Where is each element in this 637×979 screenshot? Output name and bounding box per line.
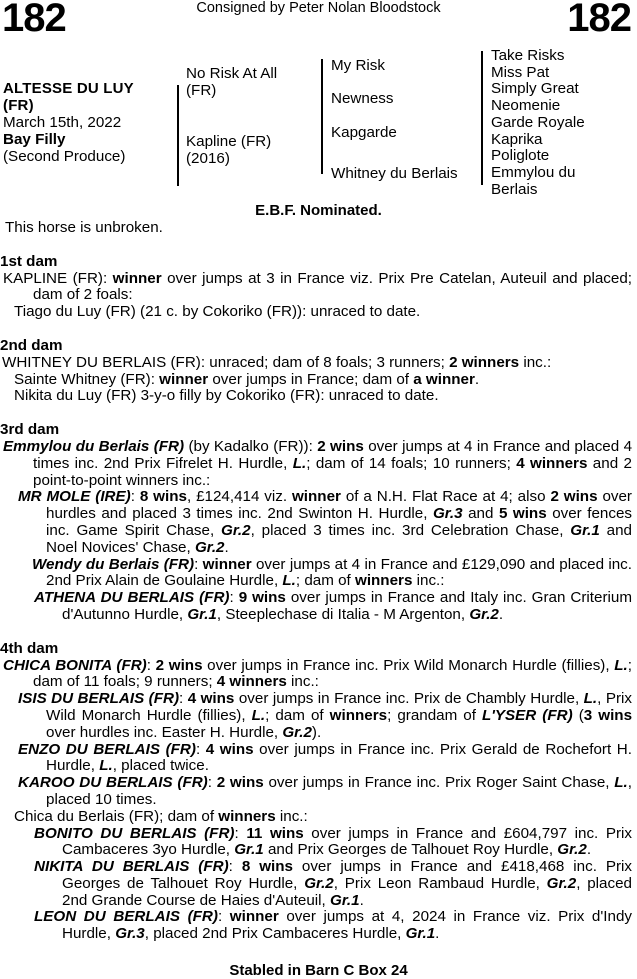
pedigree-table [0, 48, 637, 200]
horse-name-highlight: Gr.1 [570, 521, 600, 539]
text-run: Chica du Berlais (FR); dam of [14, 807, 219, 825]
ebf-nominated: E.B.F. Nominated. [255, 202, 382, 219]
text-run: over jumps at 4 in France and placed 4 times inc. 2nd Prix Fifrelet H. Hurdle, [33, 437, 633, 472]
bold-text: winner [159, 370, 209, 388]
pedigree-entry [0, 775, 632, 809]
text-run: inc.: [286, 673, 319, 691]
bold-text: 4 winners [216, 673, 287, 691]
bold-text: 8 wins [139, 488, 187, 506]
pedigree-entry [0, 826, 632, 860]
bold-text: winners [355, 572, 413, 590]
pedigree-entry [0, 271, 632, 305]
horse-name-highlight: ATHENA DU BERLAIS (FR) [34, 589, 230, 607]
text-run: Sainte Whitney (FR): [14, 370, 160, 388]
horse-name-highlight: Gr.2 [221, 521, 251, 539]
text-run: and Noel Novices' Chase, [46, 521, 633, 556]
horse-name-highlight: L. [614, 774, 628, 792]
horse-name-highlight: MR MOLE (IRE) [18, 488, 131, 506]
horse-info [3, 80, 178, 165]
text-run: , placed 3 times inc. 3rd Celebration Chase, [250, 521, 571, 539]
horse-name-highlight: CHICA BONITA (FR) [3, 656, 147, 674]
stabling-info: Stabled in Barn C Box 24 [229, 962, 408, 979]
foaling-date: March 15th, 2022 [3, 114, 122, 131]
horse-name-highlight: Gr.2 [282, 723, 312, 741]
horse-name-highlight: Gr.3 [115, 925, 145, 943]
bold-text: winner [202, 555, 252, 573]
pedigree-entry [0, 658, 632, 692]
great-grandparent: Berlais [491, 180, 538, 198]
text-run: over jumps at 4, 2024 in France viz. Prix d'Indy Hurdle, [62, 908, 632, 943]
dam-sections [0, 254, 632, 943]
text-run: : [207, 774, 217, 792]
horse-name-highlight: L. [614, 656, 628, 674]
text-run: : [194, 555, 203, 573]
text-run: (by Kadalko (FR)): [184, 437, 318, 455]
text-run: ; dam of [295, 572, 355, 590]
great-grandparent: Poliglote [491, 147, 550, 165]
horse-name-highlight: L. [99, 757, 113, 775]
pedigree-entry [0, 809, 632, 826]
pedigree-divider [177, 85, 179, 186]
text-run: ; dam of 11 foals; 9 runners; [33, 656, 632, 691]
text-run: , Prix Wild Monarch Hurdle (fillies), [46, 690, 632, 724]
great-grandparent: Emmylou du [491, 163, 576, 181]
bold-text: winners [218, 807, 276, 825]
sire [186, 65, 277, 99]
section-heading: 4th dam [0, 639, 59, 657]
bold-text: a winner [413, 370, 475, 388]
text-run: inc.: [275, 807, 308, 825]
horse-name-highlight: Gr.1 [330, 891, 360, 909]
text-run: : [217, 908, 230, 926]
text-run: over hurdles and placed 3 times inc. 2nd Swinton H. Hurdle, [46, 488, 632, 523]
text-run: over jumps in France and £604,797 inc. Prix Cambaceres 3yo Hurdle, [62, 824, 632, 859]
pedigree-entry [0, 372, 632, 389]
text-run: over jumps in France and £418,468 inc. Prix Georges de Talhouet Roy Hurdle, [62, 858, 632, 892]
text-run: . [586, 841, 592, 859]
text-run: ; dam of 14 foals; 10 runners; [306, 454, 517, 472]
text-run: over jumps in France inc. Prix Gerald de Rochefort H. Hurdle, [46, 740, 632, 775]
bold-text: 8 wins [241, 858, 293, 876]
sex-colour: Bay Filly [3, 131, 66, 148]
great-grandparent: Neomenie [491, 97, 561, 115]
bold-text: winner [229, 908, 279, 926]
bold-text: 11 wins [246, 824, 304, 842]
bold-text: 2 wins [550, 488, 598, 506]
section-heading: 2nd dam [0, 336, 63, 354]
text-run: over jumps at 4 in France and £129,090 and placed inc. 2nd Prix Alain de Goulaine Hurdle, [46, 555, 632, 590]
horse-name-highlight: ENZO DU BERLAIS (FR) [18, 740, 196, 758]
horse-name-highlight: Gr.1 [187, 605, 217, 623]
text-run: over jumps in France inc. Prix Roger Saint Chase, [263, 774, 615, 792]
horse-name-highlight: Gr.3 [432, 505, 463, 523]
text-run: , £124,414 viz. [186, 488, 292, 506]
text-run: : [179, 690, 188, 708]
great-grandparent: Miss Pat [491, 63, 550, 81]
text-run: and 2 point-to-point winners inc.: [33, 454, 632, 489]
horse-name: ALTESSE DU LUY [3, 80, 134, 97]
horse-name-highlight: Gr.2 [194, 538, 225, 556]
pedigree-entry [0, 439, 632, 489]
pedigree-entry [0, 304, 632, 321]
pedigree-entry [0, 388, 632, 405]
pedigree-divider [481, 51, 483, 185]
pedigree-entry [0, 859, 632, 909]
text-run: over jumps at 3 in France viz. Prix Pre Catelan, Auteuil and placed; dam of 2 foals: [33, 269, 632, 304]
text-run: , placed 10 times. [46, 774, 632, 808]
bold-text: winners [329, 706, 388, 724]
bold-text: 5 wins [498, 505, 547, 523]
dam [186, 133, 271, 167]
lot-number-right: 182 [567, 0, 631, 40]
bold-text: 2 wins [216, 774, 264, 792]
grandparent: Kapgarde [331, 124, 397, 141]
bold-text: 4 wins [205, 740, 254, 758]
great-grandparent: Take Risks [491, 47, 565, 64]
great-grandparents [491, 48, 585, 198]
bold-text: 9 wins [238, 589, 286, 607]
horse-name-highlight: L. [282, 572, 296, 590]
pedigree-divider [321, 59, 323, 174]
horse-name-highlight: L. [583, 690, 598, 708]
text-run: inc.: [519, 353, 552, 371]
dam-year: (2016) [186, 150, 230, 167]
grandparent: Whitney du Berlais [331, 165, 458, 182]
bold-text: 2 wins [317, 437, 364, 455]
lot-number-left: 182 [2, 0, 66, 40]
horse-name-suffix: (FR) [3, 97, 34, 114]
horse-name-highlight: L. [251, 706, 266, 724]
section-heading: 1st dam [0, 252, 58, 270]
text-run: ( [572, 706, 584, 724]
bold-text: winner [291, 488, 341, 506]
horse-name-highlight: Gr.2 [304, 874, 334, 892]
bold-text: 2 winners [449, 353, 520, 371]
horse-name-highlight: Gr.2 [469, 605, 499, 623]
text-run: Tiago du Luy (FR) (21 c. by Cokoriko (FR)): unraced to date. [14, 303, 421, 321]
section-heading: 3rd dam [0, 421, 60, 439]
horse-name-highlight: L'YSER (FR) [482, 706, 573, 724]
horse-name-highlight: BONITO DU BERLAIS (FR) [34, 824, 235, 842]
text-run: ; grandam of [387, 706, 483, 724]
text-run: ). [311, 723, 322, 741]
text-run: , placed 2nd Prix Cambaceres Hurdle, [144, 925, 406, 943]
horse-name-highlight: LEON DU BERLAIS (FR) [34, 908, 218, 926]
bold-text: 2 wins [155, 656, 203, 674]
text-run: and Prix Georges de Talhouet Roy Hurdle, [263, 841, 558, 859]
text-run: , Steeplechase di Italia - M Argenton, [216, 605, 470, 623]
pedigree-entry [0, 489, 632, 556]
catalogue-body [0, 220, 632, 943]
text-run: : [146, 656, 156, 674]
grandparent: My Risk [331, 57, 385, 74]
horse-name-highlight: L. [292, 454, 307, 472]
pedigree-entry [0, 909, 632, 943]
horse-name-highlight: Gr.2 [557, 841, 587, 859]
text-run: over hurdles inc. Easter H. Hurdle, [46, 723, 283, 741]
text-run: and [462, 505, 499, 523]
horse-name-highlight: Gr.1 [405, 925, 436, 943]
consignor: Consigned by Peter Nolan Bloodstock [196, 0, 441, 16]
sire-country: (FR) [186, 82, 217, 99]
text-run: over fences inc. Game Spirit Chase, [46, 505, 633, 539]
text-run: : [229, 589, 239, 607]
horse-name-highlight: Wendy du Berlais (FR) [32, 555, 195, 573]
text-run: . [224, 538, 229, 556]
text-run: . [359, 891, 364, 909]
pedigree-entry [0, 691, 632, 741]
text-run: over jumps in France inc. Prix de Chambly Hurdle, [234, 690, 584, 708]
pedigree-entry [0, 590, 632, 624]
text-run: , placed twice. [112, 757, 209, 775]
dam-name: Kapline (FR) [186, 133, 272, 150]
text-run: . [435, 925, 440, 943]
great-grandparent: Kaprika [491, 130, 543, 148]
text-run: : [234, 824, 247, 842]
horse-name-highlight: Gr.2 [546, 874, 577, 892]
text-run: . [474, 370, 480, 388]
text-run: over jumps in France inc. Prix Wild Monarch Hurdle (fillies), [202, 656, 615, 674]
pedigree-entry [0, 557, 632, 591]
text-run: KAPLINE (FR): [3, 269, 113, 287]
pedigree-entry [0, 742, 632, 776]
unbroken-note: This horse is unbroken. [5, 219, 163, 236]
text-run: over jumps in France and Italy inc. Gran Criterium d'Autunno Hurdle, [62, 589, 632, 623]
sire-name: No Risk At All [186, 65, 278, 82]
horse-name-highlight: KAROO DU BERLAIS (FR) [18, 774, 208, 792]
bold-text: 3 wins [583, 706, 633, 724]
bold-text: winner [112, 269, 162, 287]
text-run: WHITNEY DU BERLAIS (FR): unraced; dam of 8 foals; 3 runners; [2, 353, 450, 371]
bold-text: 4 wins [187, 690, 235, 708]
text-run: inc.: [412, 572, 445, 590]
horse-name-highlight: Gr.1 [234, 841, 264, 859]
pedigree-entry [0, 355, 632, 372]
horse-name-highlight: ISIS DU BERLAIS (FR) [18, 690, 180, 708]
text-run: , Prix Leon Rambaud Hurdle, [333, 874, 547, 892]
horse-name-highlight: NIKITA DU BERLAIS (FR) [34, 858, 229, 876]
text-run: : [195, 740, 206, 758]
great-grandparent: Garde Royale [491, 113, 585, 131]
text-run: : [130, 488, 140, 506]
text-run: : [228, 858, 242, 876]
bold-text: 4 winners [516, 454, 588, 472]
text-run: over jumps in France; dam of [208, 370, 414, 388]
text-run: . [498, 605, 504, 623]
text-run: of a N.H. Flat Race at 4; also [340, 488, 551, 506]
produce-note: (Second Produce) [3, 148, 126, 165]
horse-name-highlight: Emmylou du Berlais (FR) [3, 437, 185, 455]
great-grandparent: Simply Great [491, 80, 579, 98]
text-run: Nikita du Luy (FR) 3-y-o filly by Cokoriko (FR): unraced to date. [14, 387, 439, 405]
grandparent: Newness [331, 90, 394, 107]
text-run: ; dam of [265, 706, 330, 724]
text-run: , placed 2nd Grande Course de Haies d'Auteuil, [62, 874, 632, 909]
